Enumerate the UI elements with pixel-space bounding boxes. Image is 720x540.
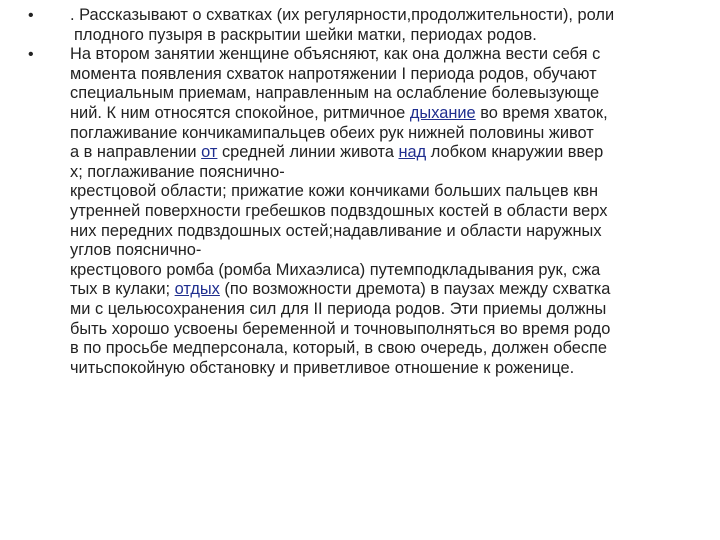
text-line: в по просьбе медперсонала, который, в свою очередь, должен обеспе (70, 339, 608, 358)
text-segment: тых в кулаки; (70, 280, 175, 299)
text-segment: средней линии живота (217, 143, 399, 162)
text-line: читьспокойную обстановку и приветливое отношение к роженице. (70, 358, 575, 377)
text-line: них передних подвздошных остей;надавливание и области наружных (70, 221, 602, 240)
text-line: х; поглаживание пояснично- (70, 162, 285, 181)
bullet-marker: • (28, 46, 34, 64)
text-line: быть хорошо усвоены беременной и точновыполняться во время родо (70, 319, 611, 338)
text-line: момента появления схваток напротяжении I периода родов, обучают (70, 64, 597, 83)
bullet-item-second-lesson (22, 45, 702, 378)
text-segment: (по возможности дремота) в паузах между схватка (219, 280, 611, 299)
text-line (70, 143, 702, 163)
text-line: На втором занятии женщине объясняют, как она должна вести себя с (70, 45, 601, 64)
text-line: поглаживание кончикамипальцев обеих рук нижней половины живот (70, 123, 594, 142)
text-line: . Рассказывают о схватках (их регулярности,продолжительности), роли (70, 6, 615, 24)
bullet-list (22, 6, 702, 378)
text-segment: а в направлении (70, 143, 202, 162)
text-line (70, 280, 702, 300)
text-line: углов пояснично- (70, 241, 202, 260)
link-breathing[interactable]: дыхание (409, 103, 476, 122)
text-line: специальным приемам, направленным на ослабление болевызующе (70, 84, 600, 103)
text-line: утренней поверхности гребешков подвздошных костей в области верх (70, 201, 608, 220)
text-segment: ний. К ним относятся спокойное, ритмичное (70, 103, 410, 122)
bullet-marker: • (28, 7, 34, 24)
text-segment: лобком кнаружии ввер (426, 143, 604, 162)
text-line (70, 104, 702, 124)
text-line: крестцовой области; прижатие кожи кончиками больших пальцев квн (70, 182, 599, 201)
link-rest[interactable]: отдых (174, 280, 220, 299)
text-line: ми с цельюсохранения сил для II периода родов. Эти приемы должны (70, 299, 607, 318)
bullet-item-contractions (22, 6, 702, 45)
link-above[interactable]: над (398, 143, 427, 162)
text-segment: во время хваток, (475, 103, 608, 122)
link-from[interactable]: от (201, 143, 218, 162)
text-line: плодного пузыря в раскрытии шейки матки, периодах родов. (74, 25, 537, 44)
text-line: крестцового ромба (ромба Михаэлиса) путемподкладывания рук, сжа (70, 260, 601, 279)
